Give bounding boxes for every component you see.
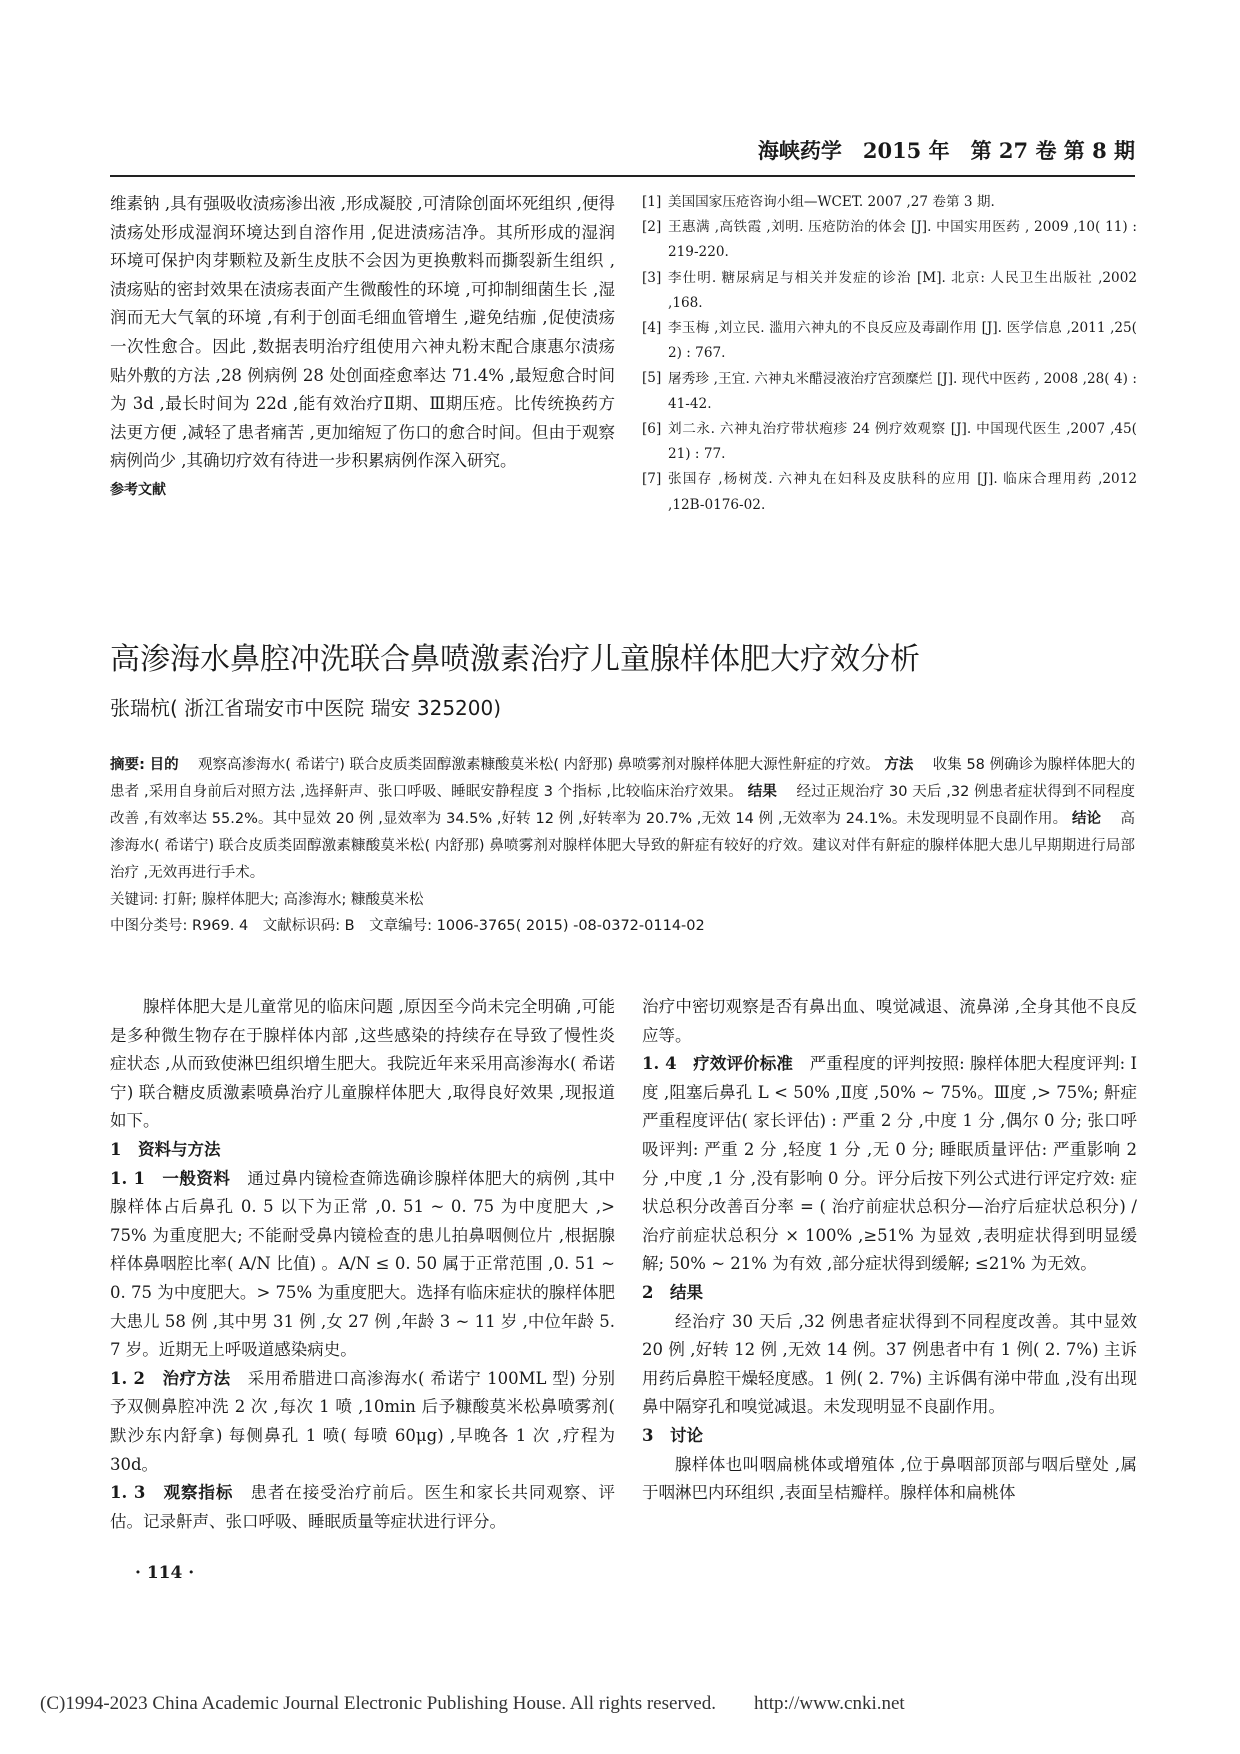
reference-item: [7] 张国存 ,杨树茂. 六神丸在妇科及皮肤科的应用 [J]. 临床合理用药 ,2012 ,12B-0176-02. xyxy=(642,471,1137,513)
article-author: 张瑞杭( 浙江省瑞安市中医院 瑞安 325200) xyxy=(110,696,502,720)
reference-item: [1] 美国国家压疮咨询小组—WCET. 2007 ,27 卷第 3 期. xyxy=(642,194,995,211)
article-left-column xyxy=(110,993,615,1536)
abstract-label: 摘要: xyxy=(110,757,145,773)
prev-paragraph: 维素钠 ,具有强吸收渍疡渗出液 ,形成凝胶 ,可清除创面坏死组织 ,便得渍疡处形成湿润环境达到自溶作用 ,促进渍疡洁净。其所形成的湿润环境可保护肉芽颗粒及新生皮肤不会因为更换敷料而撕裂新生组织 ,渍疡贴的密封效果在渍疡表面产生微酸性的环境 ,可抑制细菌生长 ,湿润而无大气氧的环境 ,有利于创面毛细血管增生 ,避免结痂 ,促使渍疡一次性愈合。因此 ,数据表明治疗组使用六神丸粉末配合康惠尔渍疡贴外敷的方法 ,28 例病例 28 处创面痊愈率达 71.4% ,最短愈合时间为 3d ,最长时间为 22d ,能有效治疗Ⅱ期、Ⅲ期压疮。比传统换药方法更方便 ,减轻了患者痛苦 ,更加缩短了伤口的愈合时间。但由于观察病例尚少 ,其确切疗效有待进一步积累病例作深入研究。 xyxy=(110,194,615,471)
abstract-results: 经过正规治疗 30 天后 ,32 例患者症状得到不同程度改善 ,有效率达 55.2%。其中显效 20 例 ,显效率为 34.5% ,好转 12 例 ,好转率为 20.7% ,无效 14 例 ,无效率为 24.1%。未发现明显不良副作用。 xyxy=(110,784,1136,827)
reference-item: [6] 刘二永. 六神丸治疗带状疱疹 24 例疗效观察 [J]. 中国现代医生 ,2007 ,45( 21) : 77. xyxy=(642,420,1137,463)
page-number: · 114 · xyxy=(135,1563,195,1583)
intro-paragraph: 腺样体肥大是儿童常见的临床问题 ,原因至今尚未完全明确 ,可能是多种微生物存在于腺样体内部 ,这些感染的持续存在导致了慢性炎症状态 ,从而致使淋巴组织增生肥大。我院近年来采用高渗海水( 希诺宁) 联合糖皮质激素喷鼻治疗儿童腺样体肥大 ,取得良好效果 ,现报道如下。 xyxy=(110,997,615,1131)
prev-article-body xyxy=(110,190,615,505)
references-heading: 参考文献 xyxy=(110,481,166,498)
results-paragraph: 经治疗 30 天后 ,32 例患者症状得到不同程度改善。其中显效 20 例 ,好转 12 例 ,无效 14 例。37 例患者中有 1 例( 2. 7%) 主诉用药后鼻腔干燥轻度感。1 例( 2. 7%) 主诉偶有涕中带血 ,没有出现鼻中隔穿孔和嗅觉减退。未发现明显不良副作用。 xyxy=(642,1311,1137,1417)
continued-paragraph: 治疗中密切观察是否有鼻出血、嗅觉减退、流鼻涕 ,全身其他不良反应等。 xyxy=(642,997,1137,1045)
abstract-conclusion-label: 结论 xyxy=(1071,811,1102,827)
keywords: 关键词: 打鼾; 腺样体肥大; 高渗海水; 糠酸莫米松 xyxy=(110,892,424,908)
journal-info: 海峡药学 2015 年 第 27 卷 第 8 期 xyxy=(757,138,1135,163)
discussion-paragraph: 腺样体也叫咽扁桃体或增殖体 ,位于鼻咽部顶部与咽后壁处 ,属于咽淋巴内环组织 ,表面呈桔瓣样。腺样体和扁桃体 xyxy=(642,1454,1137,1503)
subsection-text: 严重程度的评判按照: 腺样体肥大程度评判: Ⅰ度 ,阻塞后鼻孔 L < 50% ,Ⅱ度 ,50% ~ 75%。Ⅲ度 ,> 75%; 鼾症严重程度评估( 家长评估) : 严重 2 分 ,中度 1 分 ,偶尔 0 分; 张口呼吸评判: 严重 2 分 ,轻度 1 分 ,无 0 分; 睡眠质量评估: 严重影响 2 分 ,中度 ,1 分 ,没有影响 0 分。评分后按下列公式进行评定疗效: 症状总积分改善百分率 = ( 治疗前症状总积分—治疗后症状总积分) /治疗前症状总积分 × 100% ,≥51% 为显效 ,表明症状得到明显缓解; 50% ~ 21% 为有效 ,部分症状得到缓解; ≤21% 为无效。 xyxy=(642,1054,1138,1274)
copyright-footer: (C)1994-2023 China Academic Journal Electronic Publishing House. All rights reserved. http://www.cnki.net xyxy=(40,1693,905,1714)
abstract-objective-label: 目的 xyxy=(149,757,179,773)
section-heading: 3 讨论 xyxy=(642,1425,703,1445)
subsection-heading: 1. 4 疗效评价标准 xyxy=(642,1054,793,1074)
running-header xyxy=(110,135,1135,177)
subsection-heading: 1. 1 一般资料 xyxy=(110,1168,231,1188)
subsection-heading: 1. 2 治疗方法 xyxy=(110,1368,231,1388)
abstract-results-label: 结果 xyxy=(747,784,778,800)
references-list xyxy=(642,190,1137,518)
abstract-methods: 收集 58 例确诊为腺样体肥大的患者 ,采用自身前后对照方法 ,选择鼾声、张口呼吸、睡眠安静程度 3 个指标 ,比较临床治疗效果。 xyxy=(110,757,1136,800)
abstract-objective: 观察高渗海水( 希诺宁) 联合皮质类固醇激素糠酸莫米松( 内舒那) 鼻喷雾剂对腺样体肥大源性鼾症的疗效。 xyxy=(197,757,880,773)
classification-line: 中图分类号: R969. 4 文献标识码: B 文章编号: 1006-3765( 2015) -08-0372-0114-02 xyxy=(110,918,705,934)
subsection-text: 通过鼻内镜检查筛选确诊腺样体肥大的病例 ,其中腺样体占后鼻孔 0. 5 以下为正常 ,0. 51 ~ 0. 75 为中度肥大 ,> 75% 为重度肥大; 不能耐受鼻内镜检查的患儿拍鼻咽侧位片 ,根据腺样体鼻咽腔比率( A/N 比值) 。A/N ≤ 0. 50 属于正常范围 ,0. 51 ~ 0. 75 为中度肥大。> 75% 为重度肥大。选择有临床症状的腺样体肥大患儿 58 例 ,其中男 31 例 ,女 27 例 ,年龄 3 ~ 11 岁 ,中位年龄 5. 7 岁。近期无上呼吸道感染病史。 xyxy=(110,1168,616,1360)
article-right-column xyxy=(642,993,1137,1508)
abstract xyxy=(110,752,1135,887)
abstract-conclusion: 高渗海水( 希诺宁) 联合皮质类固醇激素糠酸莫米松( 内舒那) 鼻喷雾剂对腺样体肥大导致的鼾症有较好的疗效。建议对伴有鼾症的腺样体肥大患儿早期期进行局部治疗 ,无效再进行手术。 xyxy=(110,811,1135,881)
reference-item: [2] 王惠满 ,高铁霞 ,刘明. 压疮防治的体会 [J]. 中国实用医药 , 2009 ,10( 11) : 219-220. xyxy=(642,219,1137,261)
subsection-heading: 1. 3 观察指标 xyxy=(110,1483,234,1503)
subsection-text: 采用希腊进口高渗海水( 希诺宁 100ML 型) 分别予双侧鼻腔冲洗 2 次 ,每次 1 喷 ,10min 后予糠酸莫米松鼻喷雾剂( 默沙东内舒拿) 每侧鼻孔 1 喷( 每喷 60μg) ,早晚各 1 次 ,疗程为 30d。 xyxy=(110,1368,615,1474)
reference-item: [4] 李玉梅 ,刘立民. 滥用六神丸的不良反应及毒副作用 [J]. 医学信息 ,2011 ,25( 2) : 767. xyxy=(642,320,1137,362)
article-title: 高渗海水鼻腔冲洗联合鼻喷激素治疗儿童腺样体肥大疗效分析 xyxy=(110,642,920,677)
reference-item: [3] 李仕明. 糖尿病足与相关并发症的诊治 [M]. 北京: 人民卫生出版社 ,2002 ,168. xyxy=(642,269,1137,311)
subsection-text: 患者在接受治疗前后。医生和家长共同观察、评估。记录鼾声、张口呼吸、睡眠质量等症状进行评分。 xyxy=(110,1483,616,1531)
reference-item: [5] 屠秀珍 ,王宜. 六神丸米醋浸液治疗宫颈糜烂 [J]. 现代中医药 , 2008 ,28( 4) : 41-42. xyxy=(642,370,1137,412)
section-heading: 2 结果 xyxy=(642,1282,703,1302)
abstract-methods-label: 方法 xyxy=(884,757,914,773)
section-heading: 1 资料与方法 xyxy=(110,1139,221,1159)
